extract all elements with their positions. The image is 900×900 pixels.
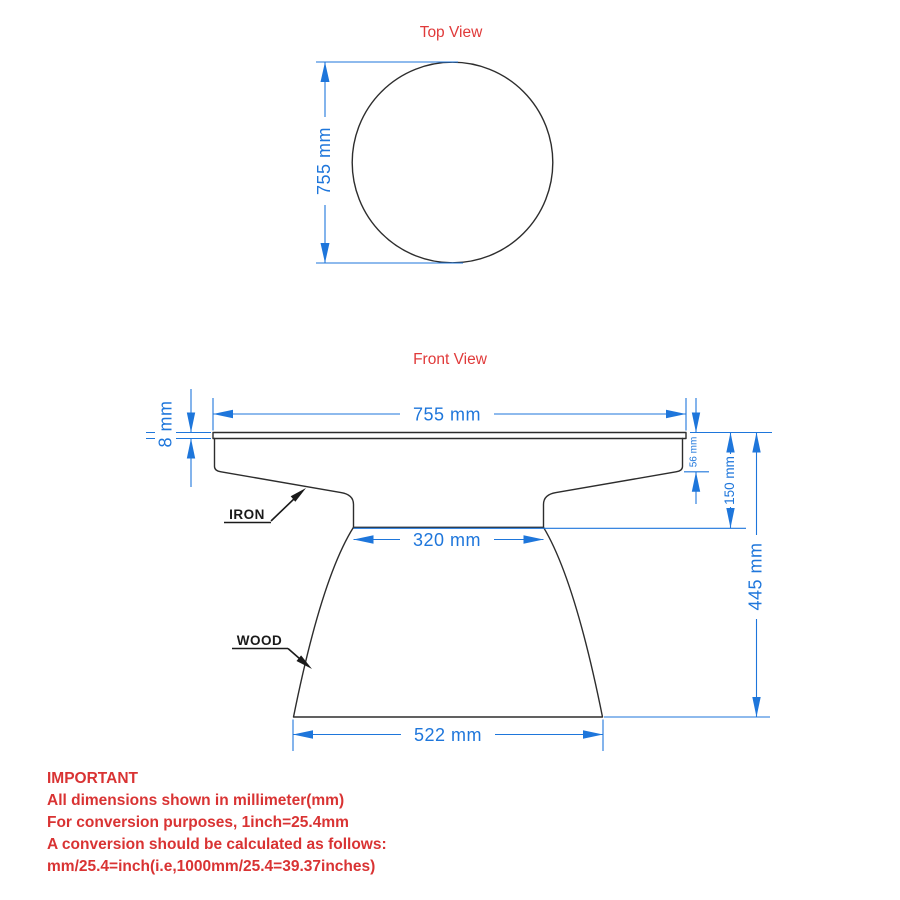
overall-height-label: 445 mm (745, 542, 766, 611)
top-view-title: Top View (419, 24, 483, 41)
arrow-up-icon (726, 433, 734, 453)
table-profile-outline (213, 433, 686, 718)
dim-base-width (293, 720, 603, 752)
arrow-down-icon (187, 413, 195, 433)
notes-line: For conversion purposes, 1inch=25.4mm (47, 814, 349, 831)
iron-label: IRON (229, 507, 265, 522)
arrow-left-icon (293, 730, 313, 738)
arrow-up-icon (321, 62, 330, 82)
waist-width-label: 320 mm (412, 530, 482, 550)
arrow-right-icon (666, 410, 686, 418)
top-thickness-label: 8 mm (155, 400, 176, 448)
iron-height-label: 150 mm (722, 456, 737, 505)
dim-rim-height (689, 398, 701, 504)
diameter-dimension-label: 755 mm (314, 126, 334, 196)
tabletop-circle (352, 62, 553, 263)
arrow-up-icon (752, 433, 760, 453)
dim-top-width (213, 398, 686, 431)
arrow-down-icon (692, 413, 700, 433)
front-view-title: Front View (413, 351, 487, 368)
arrow-down-icon (752, 697, 760, 717)
wood-callout (232, 633, 312, 669)
arrow-left-icon (213, 410, 233, 418)
notes-section (47, 770, 387, 875)
iron-callout (224, 488, 306, 523)
top-width-label: 755 mm (412, 404, 482, 425)
top-view-section (314, 24, 553, 263)
dim-iron-height (722, 433, 739, 529)
rim-height-label: 56 mm (688, 436, 700, 468)
dim-waist-width (354, 530, 544, 551)
arrow-right-icon (524, 535, 544, 543)
base-width-label: 522 mm (413, 725, 483, 745)
iron-leader-line (271, 497, 296, 521)
arrow-down-icon (321, 243, 330, 263)
arrow-up-icon (187, 439, 195, 459)
notes-line: All dimensions shown in millimeter(mm) (47, 792, 345, 809)
wood-label: WOOD (236, 633, 283, 648)
dim-overall-height (746, 433, 768, 718)
arrow-up-icon (692, 472, 700, 492)
wood-leader-line (288, 649, 300, 660)
front-view-section (146, 351, 772, 751)
arrow-down-icon (726, 508, 734, 528)
notes-line: mm/25.4=inch(i.e,1000mm/25.4=39.37inches) (47, 858, 376, 875)
arrow-right-icon (583, 730, 603, 738)
arrow-left-icon (354, 535, 374, 543)
notes-heading: IMPORTANT (47, 770, 138, 787)
dim-top-thickness (146, 389, 211, 487)
notes-line: A conversion should be calculated as follows: (47, 836, 387, 853)
